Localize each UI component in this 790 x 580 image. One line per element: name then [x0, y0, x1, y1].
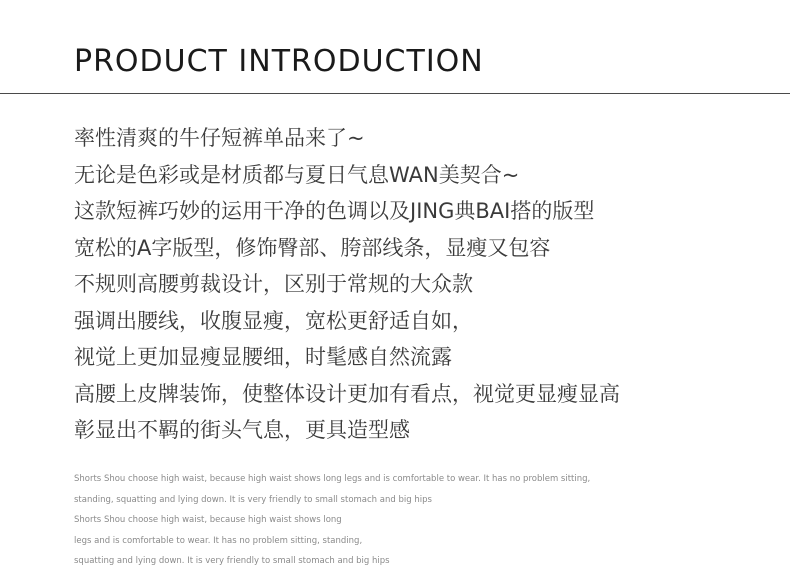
description-line: 不规则高腰剪裁设计，区别于常规的大众款 — [74, 272, 473, 296]
description-line: 宽松的A字版型，修饰臀部、胯部线条，显瘦又包容 — [74, 235, 551, 260]
section-title: PRODUCT INTRODUCTION — [74, 44, 484, 79]
english-description — [74, 469, 590, 572]
description-line: 彰显出不羁的街头气息，更具造型感 — [74, 418, 410, 442]
english-line: legs and is comfortable to wear. It has no problem sitting, standing, — [74, 535, 363, 546]
title-divider — [0, 93, 790, 94]
description-line: 这款短裤巧妙的运用干净的色调以及JING典BAI搭的版型 — [74, 199, 595, 223]
english-line: squatting and lying down. It is very friendly to small stomach and big hips — [74, 556, 390, 566]
description-line: 无论是色彩或是材质都与夏日气息WAN美契合~ — [74, 162, 520, 187]
english-line: standing, squatting and lying down. It is very friendly to small stomach and big hips — [74, 494, 432, 505]
chinese-description — [74, 120, 620, 449]
description-line: 强调出腰线，收腹显瘦，宽松更舒适自如， — [74, 308, 473, 333]
description-line: 率性清爽的牛仔短裤单品来了~ — [74, 126, 365, 150]
english-line: Shorts Shou choose high waist, because high waist shows long legs and is comfortable to wear. It has no problem sitting, — [74, 474, 591, 484]
description-line: 高腰上皮牌装饰，使整体设计更加有看点，视觉更显瘦显高 — [74, 381, 620, 406]
english-line: Shorts Shou choose high waist, because high waist shows long — [74, 515, 342, 525]
description-line: 视觉上更加显瘦显腰细，时髦感自然流露 — [74, 345, 452, 369]
